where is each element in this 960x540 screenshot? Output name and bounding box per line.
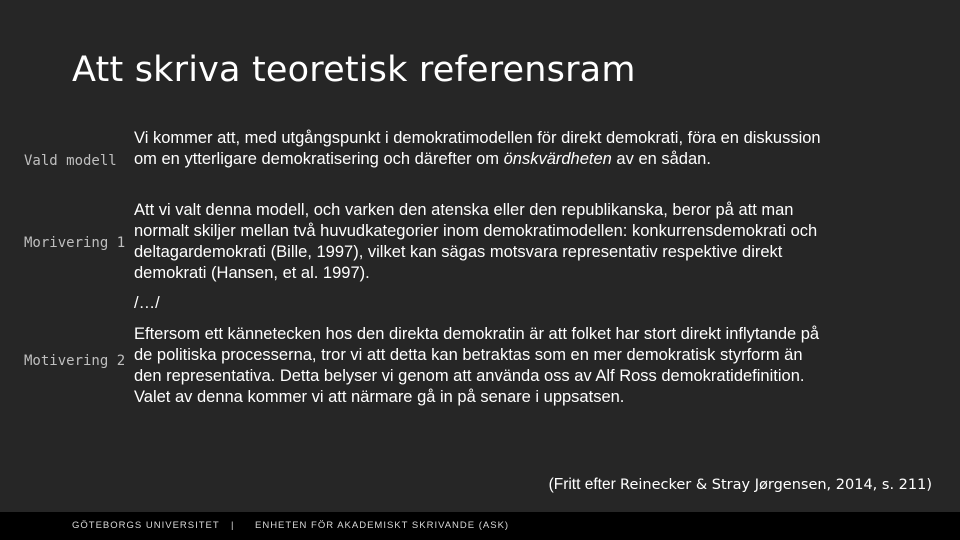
section-text-motivering-2: Eftersom ett kännetecken hos den direkta demokratin är att folket har stort direkt inflytande på de politiska processerna, tror vi att detta kan betraktas som en mer demokratisk styrform än den representativa. Detta belyser vi genom att använda oss av Alf Ross demokratidefinition. Valet av denna kommer vi att närmare gå in på senare i uppsatsen. (134, 325, 820, 406)
section-label-vald-modell: Vald modell (24, 153, 117, 169)
footer-university: GÖTEBORGS UNIVERSITET (72, 520, 220, 531)
section-label-motivering-2: Motivering 2 (24, 353, 126, 369)
section-text-vald-modell (134, 128, 834, 170)
text-part: Vi kommer att, med utgångspunkt i demokratimodellen för direkt demokrati, föra en diskussion om en ytterligare demokratisering och därefter om (134, 129, 821, 168)
footer-bar (0, 512, 960, 540)
footer-unit: ENHETEN FÖR AKADEMISKT SKRIVANDE (ASK) (255, 520, 510, 531)
slide-title: Att skriva teoretisk referensram (72, 50, 636, 90)
citation-prefix: (Fritt efter (548, 476, 621, 493)
text-part: av en sådan. (611, 150, 711, 168)
ellipsis-text: /…/ (134, 294, 160, 312)
footer-separator: | (231, 520, 235, 531)
section-label-morivering-1: Morivering 1 (24, 235, 126, 251)
section-text-morivering-1: Att vi valt denna modell, och varken den atenska eller den republikanska, beror på att man normalt skiljer mellan två huvudkategorier inom demokratimodellen: konkurrensdemokrati och deltagardemokrati (Bille, 1997), vilket kan sägas motsvara representativ respektive direkt demokrati (Hansen, et al. 1997). (134, 201, 818, 282)
citation-source: Reinecker & Stray Jørgensen, 2014, s. 211) (620, 477, 932, 493)
citation (549, 476, 932, 494)
italic-term: önskvärdheten (503, 150, 612, 168)
